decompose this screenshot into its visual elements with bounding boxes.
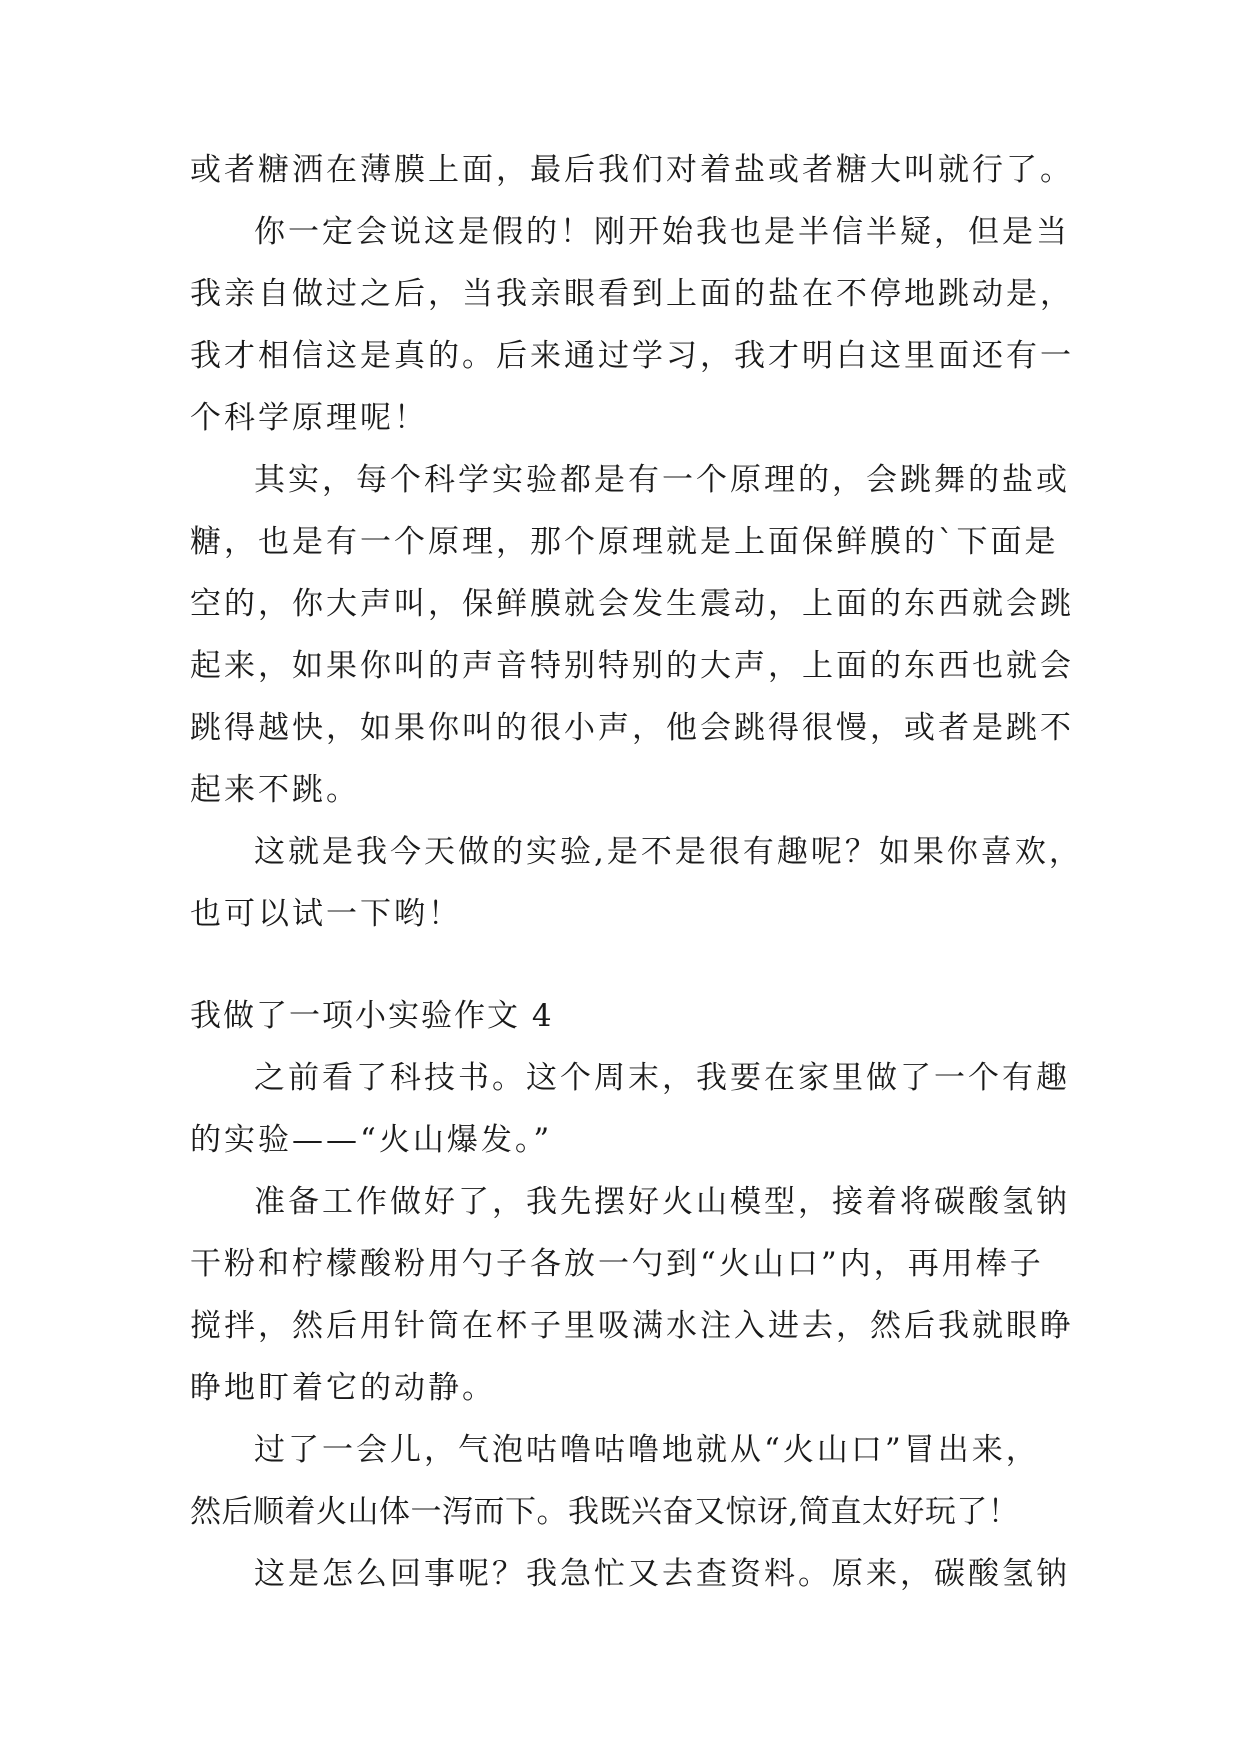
text-line: 个科学原理呢！ bbox=[190, 400, 428, 436]
text-line: 我才相信这是真的。后来通过学习，我才明白这里面还有一 bbox=[190, 338, 1074, 374]
text-line: 起来不跳。 bbox=[190, 772, 360, 808]
text-line: 的实验——“火山爆发。” bbox=[190, 1122, 553, 1158]
paragraph-start: 这就是我今天做的实验,是不是很有趣呢？如果你喜欢， bbox=[254, 834, 1083, 870]
text-line: 我亲自做过之后，当我亲眼看到上面的盐在不停地跳动是， bbox=[190, 276, 1074, 312]
text-line: 然后顺着火山体一泻而下。我既兴奋又惊讶,简直太好玩了！ bbox=[190, 1494, 1020, 1530]
paragraph-start: 其实，每个科学实验都是有一个原理的，会跳舞的盐或 bbox=[254, 462, 1070, 498]
paragraph-start: 准备工作做好了，我先摆好火山模型，接着将碳酸氢钠 bbox=[254, 1184, 1070, 1220]
paragraph-start: 之前看了科技书。这个周末，我要在家里做了一个有趣 bbox=[254, 1060, 1070, 1096]
paragraph-start: 这是怎么回事呢？我急忙又去查资料。原来，碳酸氢钠 bbox=[254, 1556, 1070, 1592]
text-line: 空的，你大声叫，保鲜膜就会发生震动，上面的东西就会跳 bbox=[190, 586, 1074, 622]
paragraph-start: 你一定会说这是假的！刚开始我也是半信半疑，但是当 bbox=[254, 214, 1070, 250]
text-line: 或者糖洒在薄膜上面，最后我们对着盐或者糖大叫就行了。 bbox=[190, 152, 1074, 188]
text-line: 也可以试一下哟！ bbox=[190, 896, 462, 932]
text-line: 睁地盯着它的动静。 bbox=[190, 1370, 496, 1406]
text-line: 干粉和柠檬酸粉用勺子各放一勺到“火山口”内，再用棒子 bbox=[190, 1246, 1044, 1282]
text-line: 糖，也是有一个原理，那个原理就是上面保鲜膜的`下面是 bbox=[190, 524, 1059, 560]
text-line: 起来，如果你叫的声音特别特别的大声，上面的东西也就会 bbox=[190, 648, 1074, 684]
text-line: 跳得越快，如果你叫的很小声，他会跳得很慢，或者是跳不 bbox=[190, 710, 1074, 746]
paragraph-start: 过了一会儿，气泡咕噜咕噜地就从“火山口”冒出来， bbox=[254, 1432, 1040, 1468]
text-line: 搅拌，然后用针筒在杯子里吸满水注入进去，然后我就眼睁 bbox=[190, 1308, 1074, 1344]
section-heading: 我做了一项小实验作文 4 bbox=[190, 998, 554, 1034]
